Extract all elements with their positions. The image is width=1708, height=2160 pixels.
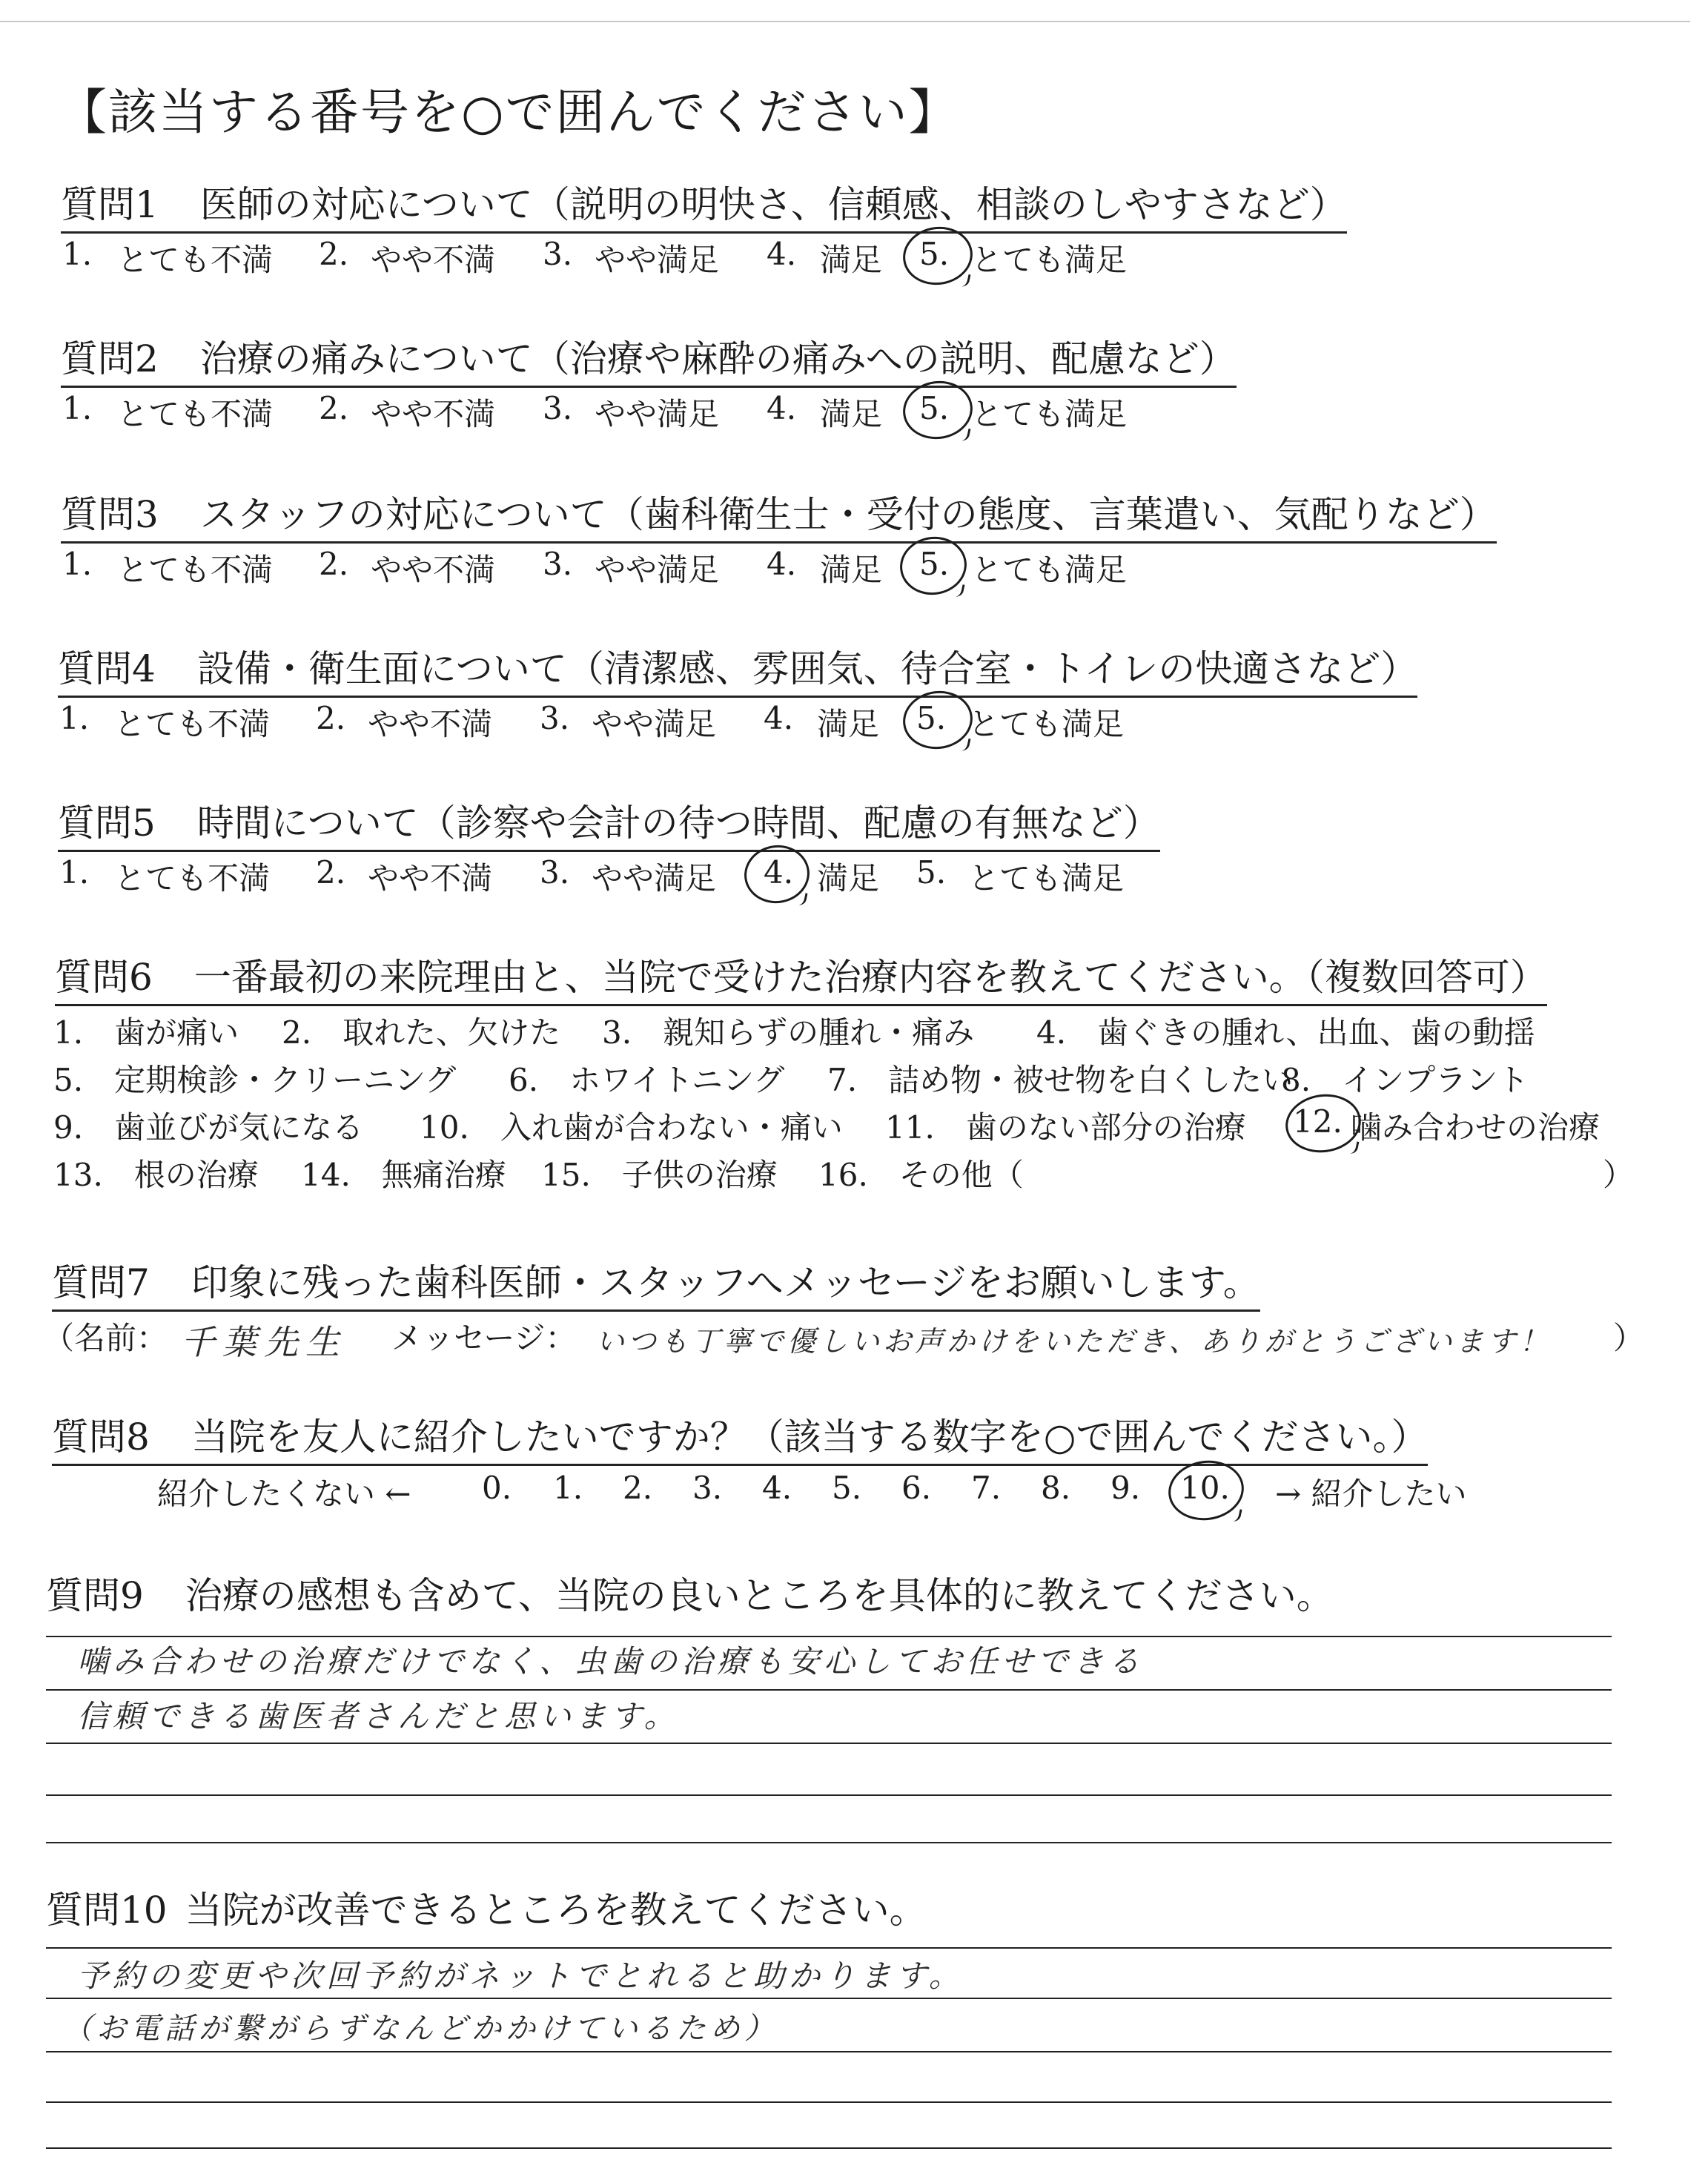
option-3-label: やや満足 — [595, 552, 720, 588]
question-number: 質問6 — [55, 956, 153, 999]
option-3-number[interactable]: 3. — [540, 700, 570, 736]
option-3-label: やや満足 — [592, 860, 717, 896]
question-5-title — [58, 793, 1160, 852]
option-5-label: とても満足 — [971, 552, 1128, 588]
reason-option-10[interactable]: 10. 入れ歯が合わない・痛い — [420, 1109, 843, 1146]
scale-9[interactable]: 9. — [1110, 1470, 1141, 1506]
question-text: スタッフの対応について（歯科衛生士・受付の態度、言葉遣い、気配りなど） — [199, 493, 1497, 536]
message-close-paren: ） — [1613, 1320, 1645, 1356]
question-text: 治療の痛みについて（治療や麻酔の痛みへの説明、配慮など） — [199, 337, 1237, 380]
question-text: 医師の対応について（説明の明快さ、信頼感、相談のしやすさなど） — [199, 183, 1347, 226]
question-text: 時間について（診察や会計の待つ時間、配慮の有無など） — [196, 802, 1160, 845]
answer-line — [46, 1998, 1612, 1999]
reason-option-1[interactable]: 1. 歯が痛い — [53, 1014, 239, 1051]
option-4-label: 満足 — [820, 396, 883, 432]
option-1-number[interactable]: 1. — [59, 700, 90, 736]
question-1-title — [61, 175, 1347, 234]
answer-line — [46, 2051, 1612, 2052]
scale-2[interactable]: 2. — [623, 1470, 653, 1506]
answer-line — [46, 1794, 1612, 1796]
option-3-number[interactable]: 3. — [540, 854, 570, 891]
option-3-number[interactable]: 3. — [543, 236, 573, 272]
question-text: 当院が改善できるところを教えてください。 — [185, 1889, 927, 1932]
reason-option-11[interactable]: 11. 歯のない部分の治療 — [885, 1109, 1246, 1146]
question-text: 一番最初の来院理由と、当院で受けた治療内容を教えてください。（複数回答可） — [193, 956, 1547, 999]
reason-option-13[interactable]: 13. 根の治療 — [53, 1157, 259, 1193]
reason-option-3[interactable]: 3. 親知らずの腫れ・痛み — [602, 1014, 975, 1051]
question-number: 質問4 — [58, 647, 156, 690]
option-5-label: とても満足 — [971, 396, 1128, 432]
option-5-number[interactable]: 5. — [916, 854, 947, 891]
option-5-number[interactable]: 5. — [919, 546, 950, 582]
option-4-number[interactable]: 4. — [767, 546, 797, 582]
question-number: 質問1 — [61, 183, 159, 226]
reason-option-14[interactable]: 14. 無痛治療 — [301, 1157, 506, 1193]
reason-option-15[interactable]: 15. 子供の治療 — [541, 1157, 778, 1193]
option-2-label: やや不満 — [371, 242, 496, 278]
question-9-title — [46, 1566, 1334, 1622]
option-4-number[interactable]: 4. — [767, 390, 797, 426]
instruction-header: 【該当する番号を○で囲んでください】 — [58, 84, 959, 141]
option-2-number[interactable]: 2. — [316, 854, 346, 891]
question-number: 質問3 — [61, 493, 159, 536]
option-5-number[interactable]: 5. — [916, 700, 947, 736]
reason-option-2[interactable]: 2. 取れた、欠けた — [282, 1014, 561, 1051]
message-label: メッセージ： — [391, 1320, 577, 1356]
option-3-number[interactable]: 3. — [543, 546, 573, 582]
question-2-title — [61, 329, 1237, 388]
question-number: 質問10 — [46, 1889, 168, 1932]
selected-answer-circle — [1165, 1456, 1248, 1525]
reason-option-8[interactable]: 8. インプラント — [1281, 1062, 1529, 1098]
option-1-label: とても不満 — [117, 242, 274, 278]
scale-1[interactable]: 1. — [553, 1470, 583, 1506]
option-1-label: とても不満 — [117, 552, 274, 588]
scale-6[interactable]: 6. — [901, 1470, 932, 1506]
scale-7[interactable]: 7. — [971, 1470, 1002, 1506]
other-close-paren: ） — [1603, 1157, 1635, 1193]
answer-line — [46, 2147, 1612, 2149]
recommend-label: → 紹介したい — [1275, 1476, 1467, 1512]
reason-option-6[interactable]: 6. ホワイトニング — [509, 1062, 785, 1098]
answer-line — [46, 1842, 1612, 1843]
option-4-label: 満足 — [817, 860, 880, 896]
reason-option-4[interactable]: 4. 歯ぐきの腫れ、出血、歯の動揺 — [1036, 1014, 1535, 1051]
question-number: 質問5 — [58, 802, 156, 845]
answer-line — [46, 1947, 1612, 1949]
option-3-label: やや満足 — [595, 242, 720, 278]
option-2-number[interactable]: 2. — [319, 236, 349, 272]
option-4-label: 満足 — [817, 706, 880, 742]
scale-4[interactable]: 4. — [762, 1470, 792, 1506]
option-2-number[interactable]: 2. — [319, 390, 349, 426]
answer-line — [46, 1689, 1612, 1691]
scale-3[interactable]: 3. — [692, 1470, 723, 1506]
option-5-label: とても満足 — [971, 242, 1128, 278]
question-text: 当院を友人に紹介したいですか？（該当する数字を○で囲んでください。） — [191, 1416, 1429, 1459]
option-5-number[interactable]: 5. — [919, 390, 950, 426]
handwritten-answer-line[interactable]: 噛み合わせの治療だけでなく、虫歯の治療も安心してお任せできる — [77, 1643, 1145, 1680]
reason-option-12-number[interactable]: 12. — [1293, 1103, 1343, 1140]
handwritten-answer-line[interactable]: （お電話が繋がらずなんどかかけているため） — [62, 2012, 778, 2046]
question-text: 印象に残った歯科医師・スタッフへメッセージをお願いします。 — [191, 1261, 1260, 1304]
not-recommend-label: 紹介したくない ← — [157, 1476, 411, 1512]
option-4-label: 満足 — [820, 552, 883, 588]
option-2-label: やや不満 — [371, 552, 496, 588]
option-5-number[interactable]: 5. — [919, 236, 950, 272]
option-1-number[interactable]: 1. — [59, 854, 90, 891]
option-1-label: とても不満 — [114, 860, 271, 896]
question-text: 治療の感想も含めて、当院の良いところを具体的に教えてください。 — [185, 1574, 1334, 1617]
option-4-number[interactable]: 4. — [764, 854, 794, 891]
option-3-number[interactable]: 3. — [543, 390, 573, 426]
handwritten-answer-line[interactable]: 信頼できる歯医者さんだと思います。 — [77, 1698, 680, 1734]
scale-5[interactable]: 5. — [832, 1470, 862, 1506]
question-number: 質問7 — [52, 1261, 150, 1304]
handwritten-name[interactable]: 千葉先生 — [181, 1322, 347, 1362]
name-label: （名前： — [43, 1320, 168, 1356]
question-text: 設備・衛生面について（清潔感、雰囲気、待合室・トイレの快適さなど） — [196, 647, 1418, 690]
reason-option-9[interactable]: 9. 歯並びが気になる — [53, 1109, 364, 1146]
question-10-title — [46, 1880, 927, 1937]
option-1-label: とても不満 — [117, 396, 274, 432]
option-2-label: やや不満 — [368, 706, 493, 742]
option-2-label: やや不満 — [368, 860, 493, 896]
option-3-label: やや満足 — [595, 396, 720, 432]
question-number: 質問9 — [46, 1574, 144, 1617]
handwritten-message[interactable]: いつも丁寧で優しいお声かけをいただき、ありがとうございます！ — [596, 1325, 1552, 1358]
option-3-label: やや満足 — [592, 706, 717, 742]
scale-10[interactable]: 10. — [1180, 1470, 1230, 1506]
option-4-number[interactable]: 4. — [767, 236, 797, 272]
question-8-title — [52, 1407, 1428, 1466]
scale-0[interactable]: 0. — [482, 1470, 512, 1506]
option-5-label: とても満足 — [968, 706, 1125, 742]
option-5-label: とても満足 — [968, 860, 1125, 896]
scan-edge-line — [0, 21, 1690, 22]
reason-option-12-label: 噛み合わせの治療 — [1351, 1109, 1601, 1146]
option-2-number[interactable]: 2. — [319, 546, 349, 582]
handwritten-answer-line[interactable]: 予約の変更や次回予約がネットでとれると助かります。 — [77, 1958, 964, 1994]
option-1-number[interactable]: 1. — [62, 390, 93, 426]
option-2-number[interactable]: 2. — [316, 700, 346, 736]
scale-8[interactable]: 8. — [1041, 1470, 1071, 1506]
reason-option-5[interactable]: 5. 定期検診・クリーニング — [53, 1062, 457, 1098]
option-4-number[interactable]: 4. — [764, 700, 794, 736]
question-number: 質問8 — [52, 1416, 150, 1459]
question-6-title — [55, 948, 1547, 1006]
question-number: 質問2 — [61, 337, 159, 380]
option-1-label: とても不満 — [114, 706, 271, 742]
question-4-title — [58, 639, 1417, 698]
option-2-label: やや不満 — [371, 396, 496, 432]
reason-option-16[interactable]: 16. その他（ — [818, 1157, 1024, 1193]
option-1-number[interactable]: 1. — [62, 236, 93, 272]
answer-line — [46, 1743, 1612, 1744]
reason-option-7[interactable]: 7. 詰め物・被せ物を白くしたい — [827, 1062, 1294, 1098]
option-1-number[interactable]: 1. — [62, 546, 93, 582]
option-4-label: 満足 — [820, 242, 883, 278]
question-7-title — [52, 1253, 1260, 1312]
answer-line — [46, 2101, 1612, 2103]
question-3-title — [61, 485, 1497, 544]
